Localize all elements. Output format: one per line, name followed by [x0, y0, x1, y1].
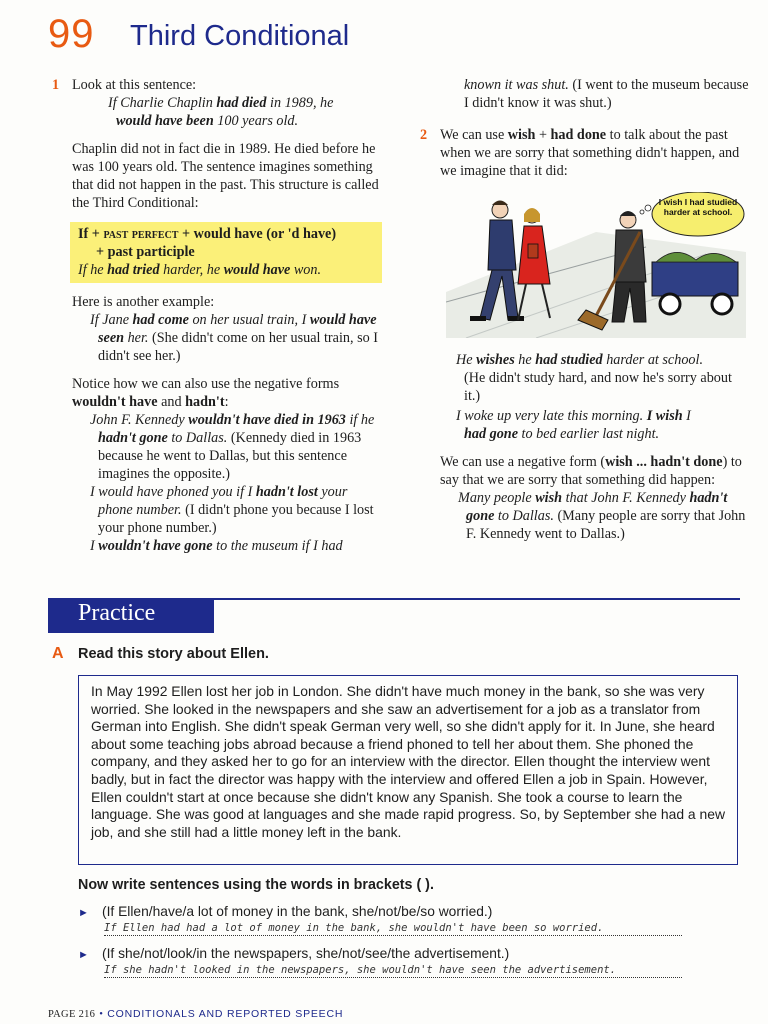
example-kennedy	[52, 411, 382, 483]
para-text: ) to say that we are sorry that something did happen:	[440, 454, 742, 488]
para-text: :	[224, 394, 229, 410]
ex-note: (Kennedy died in 1963 because he went to Dallas, but this sentence imagines the opposite.)	[98, 430, 362, 482]
explanation-item-1	[52, 76, 382, 130]
thought-bubble	[640, 192, 744, 236]
exercise-answer-field[interactable]: If Ellen had had a lot of money in the bank, she wouldn't have been so worried.	[104, 922, 682, 936]
rule-past-perfect: past perfect	[103, 226, 179, 242]
story-box	[78, 675, 738, 865]
para-text: We can use a negative form (	[440, 454, 606, 470]
para-text: Notice how we can also use the negative forms	[72, 376, 340, 392]
right-column	[420, 76, 750, 543]
item-text: +	[535, 127, 551, 143]
ex-text: in 1989, he	[266, 95, 334, 111]
ex-text: 100 years old.	[213, 113, 299, 129]
illustration-street-sweeper	[446, 192, 746, 338]
rule-ex: harder, he	[159, 262, 224, 278]
exercise-instruction: Now write sentences using the words in brackets ( ).	[78, 877, 434, 893]
museum-continuation	[420, 76, 750, 112]
rule-highlight-box	[70, 222, 382, 283]
exercise-prompt: (If Ellen/have/a lot of money in the bank, she/not/be/so worried.)	[102, 904, 493, 919]
ex-text: Many people	[458, 490, 536, 506]
caption-studied	[420, 351, 750, 405]
caption-text: I	[682, 408, 691, 424]
ex-text: If Jane	[90, 312, 133, 328]
example-museum	[52, 537, 382, 555]
ex-note: (She didn't come on her usual train, so I didn't see her.)	[98, 330, 378, 364]
ex-text: John F. Kennedy	[90, 412, 189, 428]
exercise-item-1	[78, 904, 688, 936]
task-letter: A	[52, 645, 64, 662]
ex-bold: hadn't lost	[255, 484, 318, 500]
example-kennedy-wish	[420, 489, 750, 543]
explanation-paragraph-2: Here is another example:	[72, 294, 215, 310]
caption-bold: I wish	[646, 408, 683, 424]
item-text: to talk about the past when we are sorry that something didn't happen, and we imagine that it did:	[440, 127, 740, 179]
ex-text: to the museum if I had	[212, 538, 343, 554]
example-chaplin	[72, 94, 382, 130]
ex-text: If Charlie Chaplin	[108, 95, 217, 111]
rule-text: + would have (or 'd have)	[178, 226, 337, 242]
caption-text: I woke up very late this morning.	[456, 408, 647, 424]
caption-note: (He didn't study hard, and now he's sorry about it.)	[464, 370, 732, 404]
explanation-paragraph-3	[52, 375, 382, 411]
rule-ex-bold: had tried	[107, 262, 160, 278]
ex-text: on her usual train, I	[188, 312, 307, 328]
caption-text: harder at school.	[602, 352, 703, 368]
ex-text: to Dallas.	[167, 430, 228, 446]
item-number-1: 1	[52, 77, 60, 93]
ex-bold: wish	[535, 490, 563, 506]
caption-text: he	[514, 352, 536, 368]
ex-text: known it was shut.	[464, 77, 569, 93]
explanation-paragraph-1: Chaplin did not in fact die in 1989. He died before he was 100 years old. The sentence imagines something that did not happen in the past. This structure is called the Third Conditional:	[72, 141, 379, 211]
ex-text: your phone number.	[98, 484, 348, 518]
rule-ex: won.	[290, 262, 322, 278]
caption-text: to bed earlier last night.	[518, 426, 660, 442]
caption-late	[420, 407, 750, 443]
caption-bold: had gone	[464, 426, 518, 442]
page-number: PAGE 216	[48, 1009, 96, 1020]
ex-text: her.	[124, 330, 149, 346]
caption-bold: wishes	[476, 352, 515, 368]
item1-intro: Look at this sentence:	[72, 77, 197, 93]
unit-title: Third Conditional	[130, 20, 350, 52]
ex-bold: hadn't gone	[466, 490, 728, 524]
para-bold: hadn't	[185, 394, 225, 410]
unit-number: 99	[48, 12, 95, 56]
rule-text: If +	[78, 226, 104, 242]
ex-bold: had died	[216, 95, 267, 111]
ex-bold: would have seen	[98, 312, 377, 346]
example-phone	[52, 483, 382, 537]
explanation-item-2	[420, 126, 750, 180]
item-bold: wish	[507, 127, 536, 143]
item-number-2: 2	[420, 127, 428, 143]
para-bold: wish ... hadn't done	[605, 454, 723, 470]
rule-ex: If he	[78, 262, 108, 278]
footer-section-title: CONDITIONALS AND REPORTED SPEECH	[107, 1008, 344, 1020]
exercise-item-2	[78, 946, 688, 978]
exercise-prompt: (If she/not/look/in the newspapers, she/not/see/the advertisement.)	[102, 946, 510, 961]
task-heading: Read this story about Ellen.	[78, 646, 269, 662]
caption-text: He	[456, 352, 477, 368]
para-text: and	[157, 394, 186, 410]
ex-bold: had come	[132, 312, 189, 328]
ex-text: to Dallas.	[494, 508, 554, 524]
example-jane	[52, 311, 382, 365]
ex-note: (Many people are sorry that John F. Kennedy went to Dallas.)	[466, 508, 746, 542]
ex-text: that John F. Kennedy	[562, 490, 686, 506]
thought-bubble-text: I wish I had studied harder at school.	[658, 197, 738, 217]
ex-text: I would have phoned you if I	[90, 484, 256, 500]
explanation-paragraph-4	[420, 453, 750, 489]
ex-bold: hadn't gone	[98, 430, 168, 446]
page-footer	[48, 1008, 343, 1020]
rule-line-2: + past participle	[96, 244, 195, 260]
footer-bullet: •	[99, 1009, 104, 1020]
ex-bold: wouldn't have died in 1963	[188, 412, 346, 428]
ex-text: if he	[349, 412, 375, 428]
ex-text: I	[90, 538, 99, 554]
para-bold: wouldn't have	[72, 394, 158, 410]
rule-ex-bold: would have	[223, 262, 291, 278]
arrow-icon: ►	[78, 949, 89, 961]
item-bold: had done	[550, 127, 607, 143]
ex-bold: would have been	[116, 113, 214, 129]
arrow-icon: ►	[78, 907, 89, 919]
left-column	[52, 76, 382, 555]
story-text: In May 1992 Ellen lost her job in London. She didn't have much money in the bank, so she was very worried. She looked in the newspapers and she saw an advertisement for a job as a translator from German into English. She didn't speak German very well, so she didn't apply for it. In June, she heard about some teaching jobs abroad because a friend phoned to tell her about them. She phoned the company, and they asked her to go for an interview with the director. Ellen thought the interview went badly, but in fact the director was happy with the interview and offered Ellen a job in Spain. However, Ellen couldn't start at once because she didn't know any Spanish. She took a course to learn the language. She was good at languages and she made rapid progress. So, by September she had a new job, and she still had a little money left in the bank.	[91, 683, 725, 840]
ex-note: (I didn't phone you because I lost your phone number.)	[98, 502, 374, 536]
ex-bold: wouldn't have gone	[98, 538, 213, 554]
practice-title: Practice	[48, 598, 214, 633]
ex-note: (I went to the museum because I didn't know it was shut.)	[464, 77, 749, 111]
exercise-answer-field[interactable]: If she hadn't looked in the newspapers, she wouldn't have seen the advertisement.	[104, 964, 682, 978]
caption-bold: had studied	[535, 352, 603, 368]
item-text: We can use	[440, 127, 508, 143]
